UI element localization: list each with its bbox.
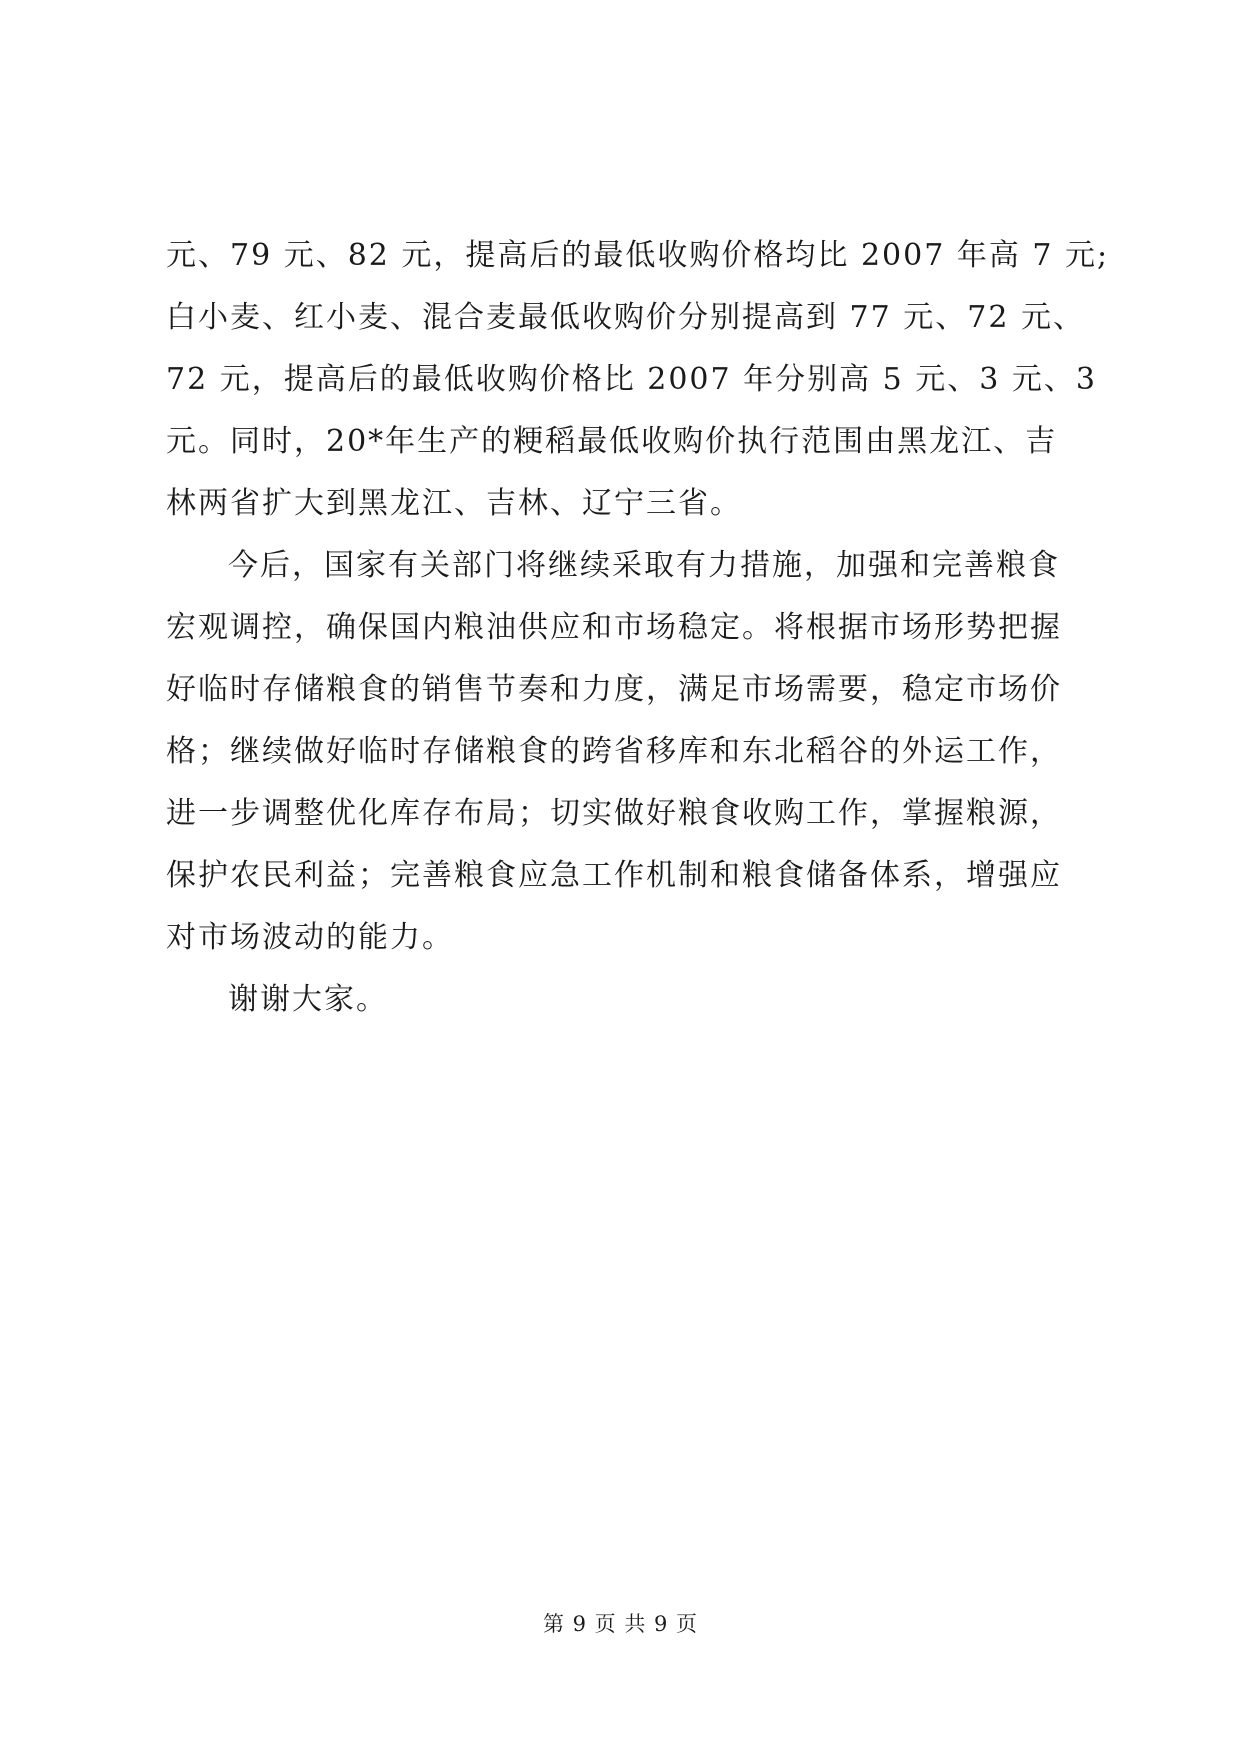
paragraph-3 [166,969,1076,1031]
text-line: 格；继续做好临时存储粮食的跨省移库和东北稻谷的外运工作， [166,734,1062,769]
text-line: 谢谢大家。 [228,982,388,1017]
paragraph-1 [166,225,1110,535]
text-line: 保护农民利益；完善粮食应急工作机制和粮食储备体系，增强应 [166,858,1062,893]
text-line: 好临时存储粮食的销售节奏和力度，满足市场需要，稳定市场价 [166,672,1062,707]
text-line: 对市场波动的能力。 [166,920,454,955]
text-line: 白小麦、红小麦、混合麦最低收购价分别提高到 77 元、72 元、 [166,300,1085,335]
text-line: 72 元，提高后的最低收购价格比 2007 年分别高 5 元、3 元、3 [166,362,1097,397]
text-line: 林两省扩大到黑龙江、吉林、辽宁三省。 [166,486,742,521]
text-line: 元。同时，20*年生产的粳稻最低收购价执行范围由黑龙江、吉 [166,424,1058,459]
text-line: 今后，国家有关部门将继续采取有力措施，加强和完善粮食 [228,548,1060,583]
page-number-label: 第 9 页 共 9 页 [542,1612,699,1636]
text-line: 宏观调控，确保国内粮油供应和市场稳定。将根据市场形势把握 [166,610,1062,645]
document-body [166,225,1110,1031]
text-line: 元、79 元、82 元，提高后的最低收购价格均比 2007 年高 7 元; [166,238,1110,273]
page-footer [0,1608,1241,1638]
text-line: 进一步调整优化库存布局；切实做好粮食收购工作，掌握粮源， [166,796,1062,831]
paragraph-2 [166,535,1076,969]
